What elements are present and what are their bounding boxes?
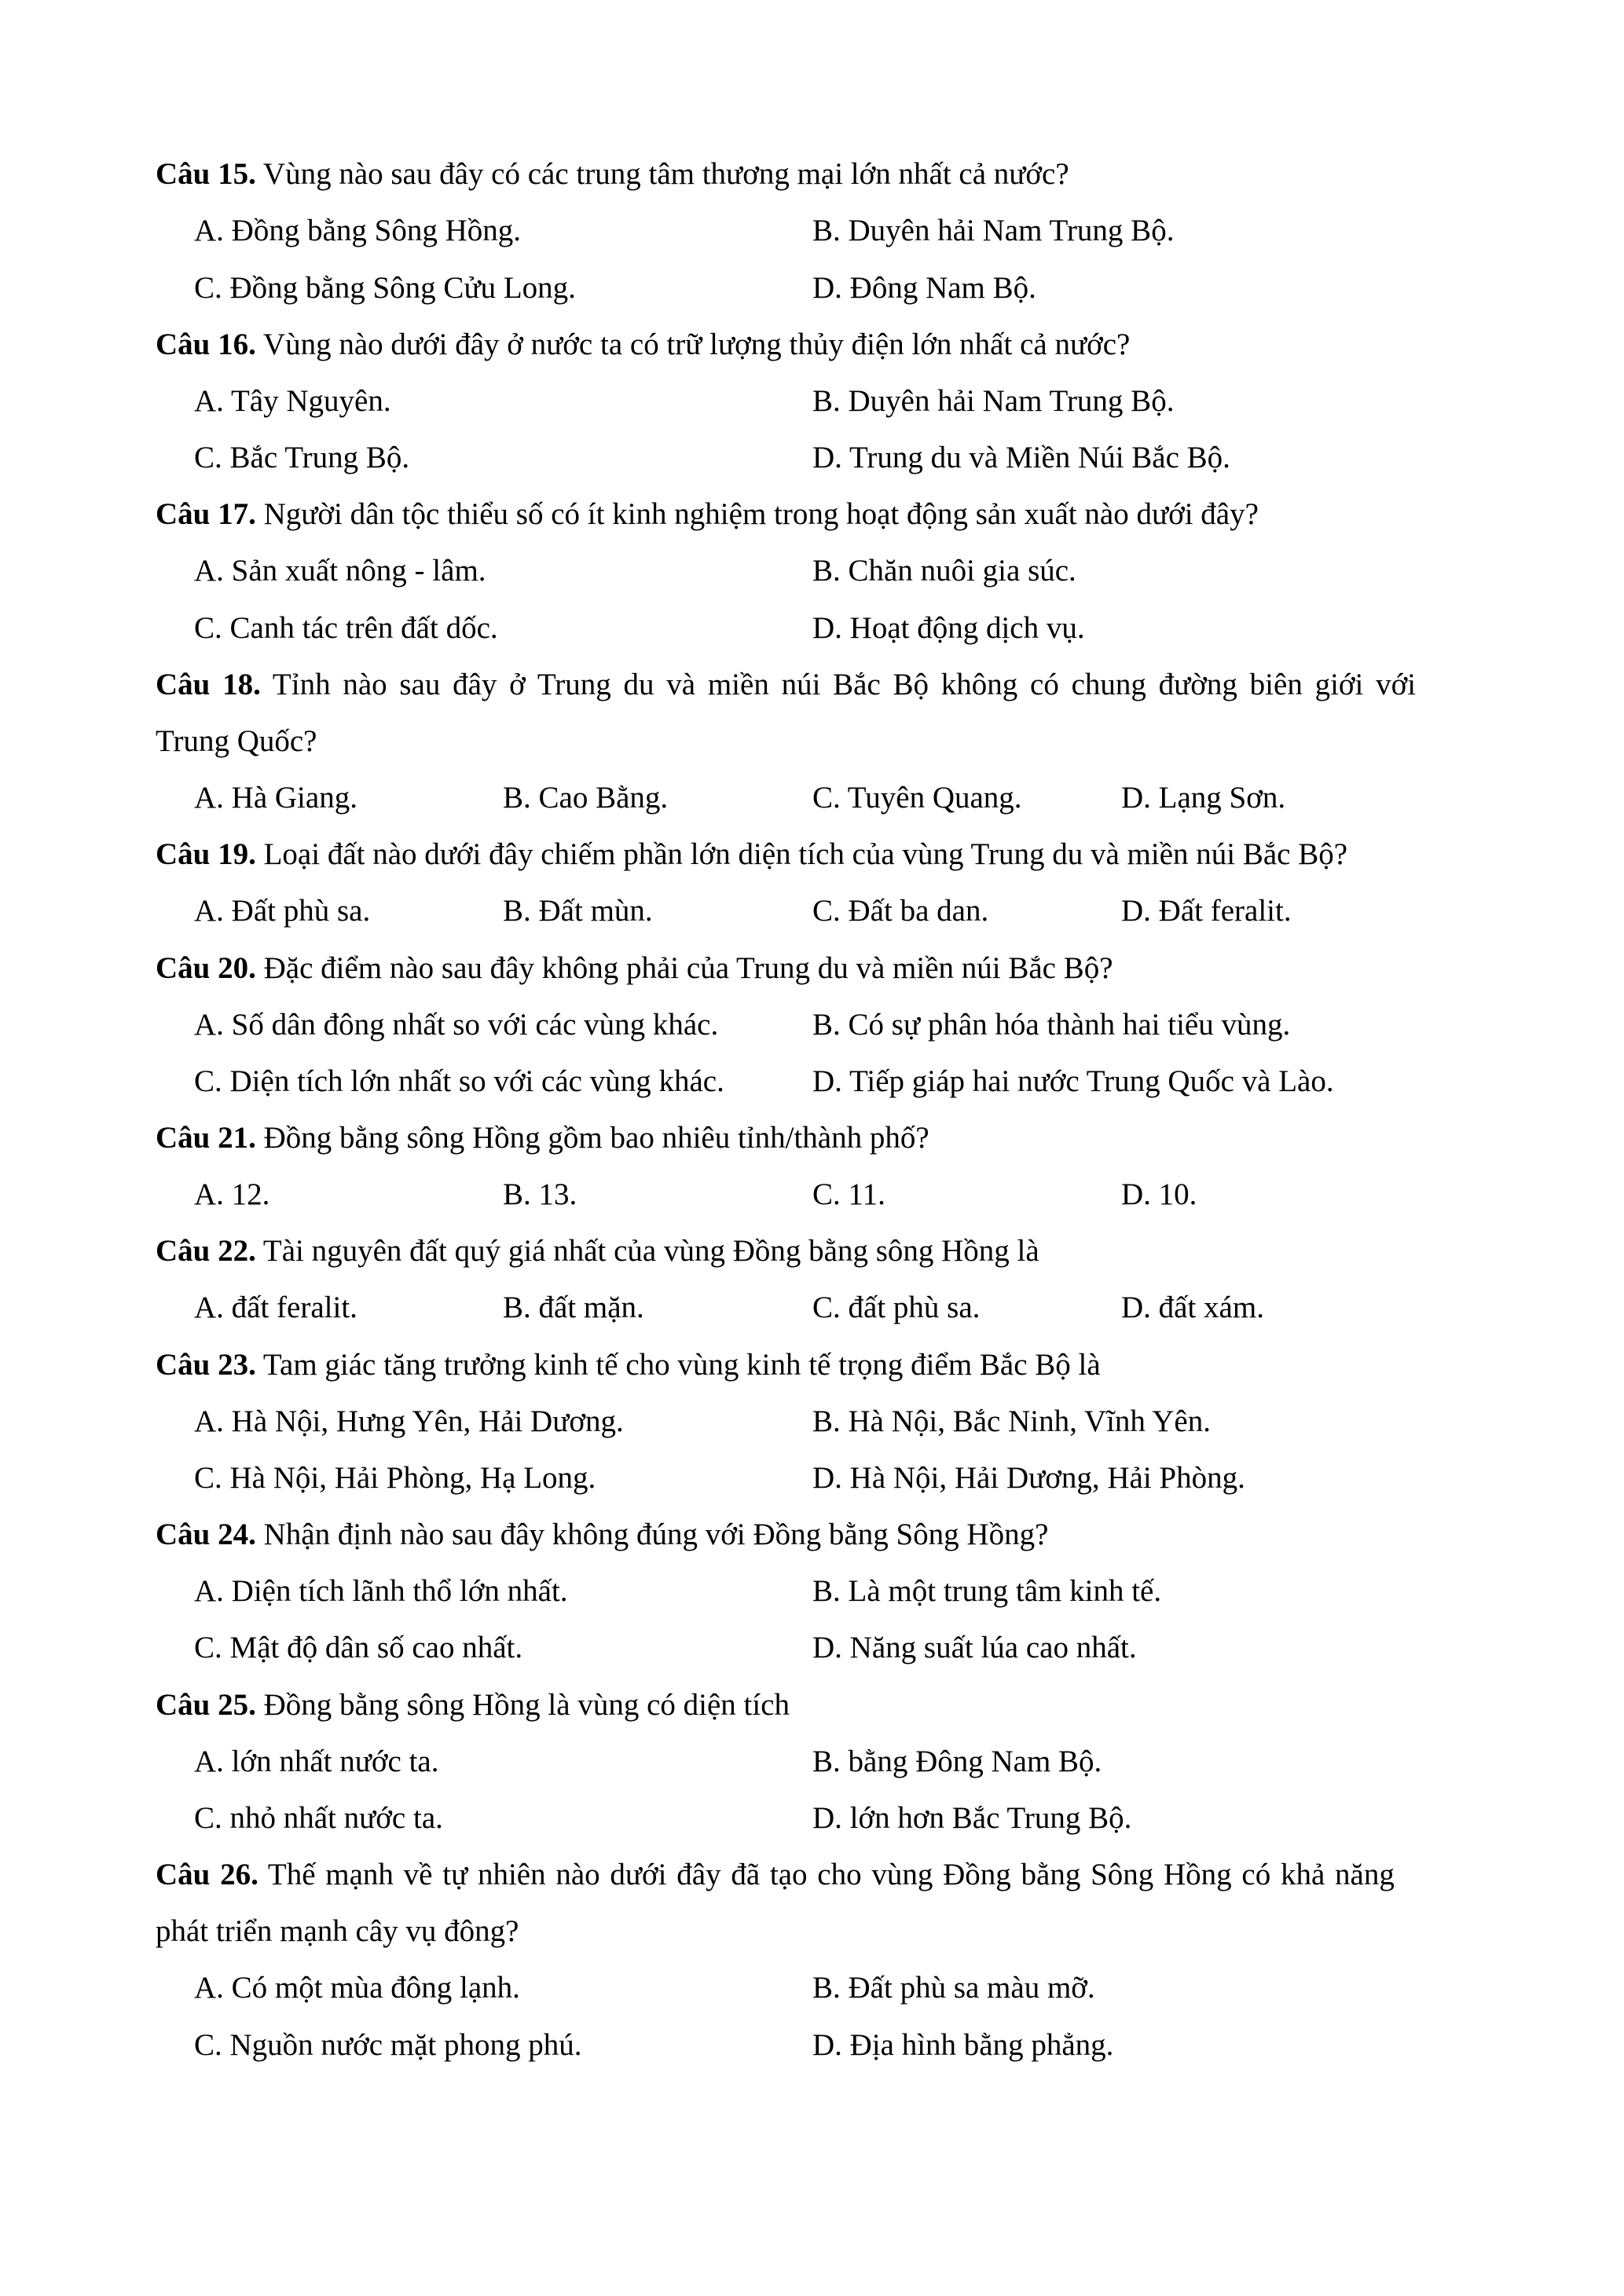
answer-option-b: B. bằng Đông Nam Bộ. bbox=[812, 1745, 1102, 1778]
answer-option-d: D. Năng suất lúa cao nhất. bbox=[812, 1631, 1137, 1664]
answer-option-b: B. 13. bbox=[503, 1177, 577, 1211]
answer-option-c: C. Mật độ dân số cao nhất. bbox=[194, 1631, 523, 1664]
question-stem bbox=[156, 146, 1476, 203]
answer-option-c: C. Nguồn nước mặt phong phú. bbox=[194, 2028, 582, 2062]
question-text: Tài nguyên đất quý giá nhất của vùng Đồng bằng sông Hồng là bbox=[262, 1234, 1039, 1268]
question-number: Câu 20. bbox=[156, 951, 256, 985]
question-stem bbox=[156, 1847, 1476, 1903]
answer-option-d: D. đất xám. bbox=[1121, 1291, 1264, 1324]
question-text-continued: Trung Quốc? bbox=[156, 724, 317, 758]
answer-option-c: C. Canh tác trên đất dốc. bbox=[194, 611, 498, 645]
answer-option-b: B. Có sự phân hóa thành hai tiểu vùng. bbox=[812, 1008, 1291, 1042]
question-text: Vùng nào dưới đây ở nước ta có trữ lượng thủy điện lớn nhất cả nước? bbox=[262, 328, 1131, 361]
question-stem bbox=[156, 486, 1476, 543]
answer-option-b: B. Cao Bằng. bbox=[503, 781, 669, 815]
question-text-continued: phát triển mạnh cây vụ đông? bbox=[156, 1914, 519, 1948]
answer-option-a: A. lớn nhất nước ta. bbox=[194, 1745, 439, 1778]
answer-option-c: C. Đồng bằng Sông Cửu Long. bbox=[194, 271, 576, 305]
question-stem bbox=[156, 317, 1476, 373]
answer-option-a: A. Đất phù sa. bbox=[194, 894, 371, 928]
answer-option-a: A. Có một mùa đông lạnh. bbox=[194, 1971, 520, 2005]
answer-option-a: A. đất feralit. bbox=[194, 1291, 357, 1324]
answer-option-a: A. Diện tích lãnh thổ lớn nhất. bbox=[194, 1574, 568, 1608]
question-stem bbox=[156, 940, 1476, 997]
answer-option-d: D. Đất feralit. bbox=[1121, 894, 1292, 928]
answer-option-a: A. 12. bbox=[194, 1177, 270, 1211]
answer-option-b: B. Duyên hải Nam Trung Bộ. bbox=[812, 214, 1175, 247]
answer-option-b: B. Đất phù sa màu mỡ. bbox=[812, 1971, 1095, 2005]
answer-option-d: D. lớn hơn Bắc Trung Bộ. bbox=[812, 1801, 1132, 1835]
answer-option-d: D. Địa hình bằng phẳng. bbox=[812, 2028, 1114, 2062]
answer-option-d: D. Đông Nam Bộ. bbox=[812, 271, 1036, 305]
question-number: Câu 23. bbox=[156, 1348, 256, 1382]
answer-option-d: D. Hoạt động dịch vụ. bbox=[812, 611, 1085, 645]
question-number: Câu 21. bbox=[156, 1121, 256, 1155]
answer-option-c: C. Bắc Trung Bộ. bbox=[194, 441, 410, 474]
answer-option-b: B. Đất mùn. bbox=[503, 894, 653, 928]
answer-option-b: B. Là một trung tâm kinh tế. bbox=[812, 1574, 1162, 1608]
question-stem bbox=[156, 1223, 1476, 1280]
answer-option-a: A. Sản xuất nông - lâm. bbox=[194, 554, 486, 588]
question-stem bbox=[156, 657, 1476, 713]
answer-option-d: D. 10. bbox=[1121, 1177, 1197, 1211]
answer-option-b: B. Hà Nội, Bắc Ninh, Vĩnh Yên. bbox=[812, 1404, 1211, 1438]
answer-option-a: A. Hà Nội, Hưng Yên, Hải Dương. bbox=[194, 1404, 624, 1438]
answer-option-c: C. Tuyên Quang. bbox=[812, 781, 1022, 815]
question-number: Câu 25. bbox=[156, 1688, 256, 1722]
answer-option-d: D. Hà Nội, Hải Dương, Hải Phòng. bbox=[812, 1461, 1245, 1495]
question-text: Đồng bằng sông Hồng là vùng có diện tích bbox=[263, 1688, 790, 1722]
question-text: Thế mạnh về tự nhiên nào dưới đây đã tạo cho vùng Đồng bằng Sông Hồng có khả năng bbox=[267, 1858, 1395, 1891]
answer-option-c: C. nhỏ nhất nước ta. bbox=[194, 1801, 443, 1835]
question-text: Nhận định nào sau đây không đúng với Đồng bằng Sông Hồng? bbox=[263, 1518, 1049, 1551]
question-stem bbox=[156, 826, 1476, 883]
question-text: Đồng bằng sông Hồng gồm bao nhiêu tỉnh/thành phố? bbox=[263, 1121, 929, 1155]
question-number: Câu 24. bbox=[156, 1518, 256, 1551]
answer-option-c: C. 11. bbox=[812, 1177, 885, 1211]
answer-option-d: D. Trung du và Miền Núi Bắc Bộ. bbox=[812, 441, 1230, 474]
answer-option-c: C. đất phù sa. bbox=[812, 1291, 981, 1324]
question-number: Câu 22. bbox=[156, 1234, 256, 1268]
question-stem bbox=[156, 1677, 1476, 1734]
question-text: Tam giác tăng trưởng kinh tế cho vùng kinh tế trọng điểm Bắc Bộ là bbox=[262, 1348, 1101, 1382]
answer-option-c: C. Đất ba dan. bbox=[812, 894, 989, 928]
answer-option-d: D. Lạng Sơn. bbox=[1121, 781, 1286, 815]
question-number: Câu 16. bbox=[156, 328, 256, 361]
answer-option-b: B. đất mặn. bbox=[503, 1291, 644, 1324]
answer-option-a: A. Đồng bằng Sông Hồng. bbox=[194, 214, 521, 247]
question-number: Câu 15. bbox=[156, 157, 256, 191]
answer-option-b: B. Chăn nuôi gia súc. bbox=[812, 554, 1076, 588]
question-number: Câu 17. bbox=[156, 497, 256, 531]
answer-option-b: B. Duyên hải Nam Trung Bộ. bbox=[812, 384, 1175, 418]
question-stem bbox=[156, 1337, 1476, 1393]
question-stem bbox=[156, 1110, 1476, 1166]
answer-option-d: D. Tiếp giáp hai nước Trung Quốc và Lào. bbox=[812, 1064, 1334, 1098]
question-number: Câu 18. bbox=[156, 668, 261, 701]
question-text: Người dân tộc thiểu số có ít kinh nghiệm trong hoạt động sản xuất nào dưới đây? bbox=[263, 497, 1259, 531]
question-text: Vùng nào sau đây có các trung tâm thương mại lớn nhất cả nước? bbox=[262, 157, 1069, 191]
answer-option-a: A. Hà Giang. bbox=[194, 781, 357, 815]
question-text: Loại đất nào dưới đây chiếm phần lớn diện tích của vùng Trung du và miền núi Bắc Bộ? bbox=[263, 837, 1348, 871]
answer-option-a: A. Tây Nguyên. bbox=[194, 384, 391, 418]
answer-option-a: A. Số dân đông nhất so với các vùng khác. bbox=[194, 1008, 719, 1042]
question-number: Câu 26. bbox=[156, 1858, 258, 1891]
question-text: Tỉnh nào sau đây ở Trung du và miền núi Bắc Bộ không có chung đường biên giới với bbox=[272, 668, 1417, 701]
answer-option-c: C. Diện tích lớn nhất so với các vùng khác. bbox=[194, 1064, 724, 1098]
answer-option-c: C. Hà Nội, Hải Phòng, Hạ Long. bbox=[194, 1461, 596, 1495]
question-stem bbox=[156, 1507, 1476, 1563]
question-text: Đặc điểm nào sau đây không phải của Trung du và miền núi Bắc Bộ? bbox=[263, 951, 1113, 985]
question-number: Câu 19. bbox=[156, 837, 256, 871]
